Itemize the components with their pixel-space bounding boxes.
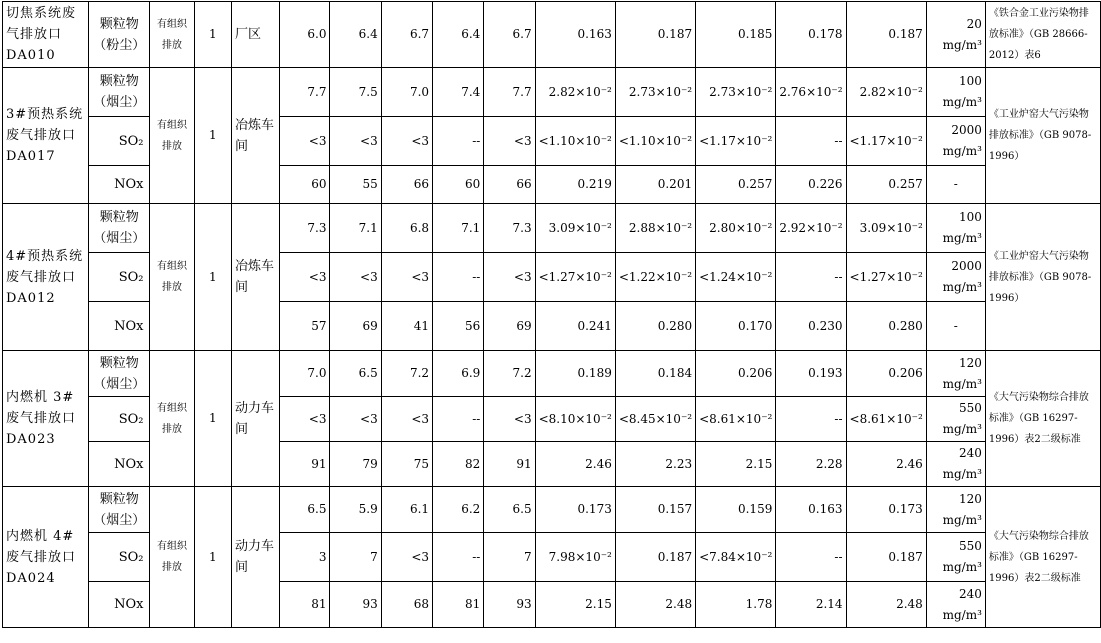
conc-4-cell: 6.9: [433, 351, 484, 397]
limit-cell: -: [926, 302, 985, 351]
conc-3-cell: 7.0: [381, 68, 432, 117]
rate-2-cell: 2.23: [615, 442, 695, 487]
conc-2-cell: 79: [330, 442, 381, 487]
mode-cell: 有组织排放: [150, 204, 194, 351]
conc-2-cell: <3: [330, 117, 381, 166]
rate-2-cell: 0.184: [615, 351, 695, 397]
conc-1-cell: 60: [280, 166, 330, 204]
conc-max-cell: <3: [484, 397, 535, 442]
limit-cell: 2000 mg/m³: [926, 117, 985, 166]
rate-2-cell: 0.187: [615, 533, 695, 582]
conc-max-cell: 6.5: [484, 487, 535, 533]
conc-1-cell: 7.3: [280, 204, 330, 253]
rate-4-cell: 0.178: [776, 2, 846, 68]
rate-4-cell: 0.226: [776, 166, 846, 204]
conc-max-cell: 93: [484, 582, 535, 628]
pollutant-cell: NOx: [88, 582, 149, 628]
rate-max-cell: 0.257: [846, 166, 926, 204]
rate-3-cell: 2.73×10⁻²: [696, 68, 776, 117]
standard-cell: 《工业炉窑大气污染物排放标准》（GB 9078-1996）: [985, 204, 1100, 351]
conc-2-cell: 7.1: [330, 204, 381, 253]
conc-4-cell: 60: [433, 166, 484, 204]
conc-3-cell: 68: [381, 582, 432, 628]
rate-1-cell: <8.10×10⁻²: [535, 397, 615, 442]
limit-cell: 20 mg/m³: [926, 2, 985, 68]
rate-3-cell: 0.170: [696, 302, 776, 351]
rate-3-cell: 2.80×10⁻²: [696, 204, 776, 253]
source-cell: 切焦系统废气排放口DA010: [3, 2, 89, 68]
rate-1-cell: 2.46: [535, 442, 615, 487]
source-cell: 内燃机 3#废气排放口DA023: [3, 351, 89, 487]
conc-4-cell: 7.4: [433, 68, 484, 117]
conc-2-cell: <3: [330, 397, 381, 442]
conc-1-cell: 91: [280, 442, 330, 487]
conc-3-cell: <3: [381, 253, 432, 302]
pollutant-cell: 颗粒物（烟尘）: [88, 351, 149, 397]
limit-cell: 2000 mg/m³: [926, 253, 985, 302]
limit-cell: 550 mg/m³: [926, 397, 985, 442]
conc-1-cell: 6.5: [280, 487, 330, 533]
rate-3-cell: <7.84×10⁻²: [696, 533, 776, 582]
rate-1-cell: <1.10×10⁻²: [535, 117, 615, 166]
conc-max-cell: 66: [484, 166, 535, 204]
pollutant-cell: NOx: [88, 442, 149, 487]
table-row: [3, 204, 1101, 253]
conc-4-cell: 6.4: [433, 2, 484, 68]
rate-max-cell: <1.17×10⁻²: [846, 117, 926, 166]
rate-2-cell: <8.45×10⁻²: [615, 397, 695, 442]
table-row: [3, 2, 1101, 68]
table-row: [3, 487, 1101, 533]
rate-2-cell: 0.201: [615, 166, 695, 204]
rate-4-cell: 2.92×10⁻²: [776, 204, 846, 253]
mode-cell: 有组织排放: [150, 351, 194, 487]
rate-max-cell: 0.280: [846, 302, 926, 351]
limit-cell: 100 mg/m³: [926, 204, 985, 253]
conc-max-cell: 7.3: [484, 204, 535, 253]
rate-1-cell: <1.27×10⁻²: [535, 253, 615, 302]
rate-3-cell: 0.206: [696, 351, 776, 397]
rate-2-cell: 2.88×10⁻²: [615, 204, 695, 253]
source-cell: 4#预热系统废气排放口DA012: [3, 204, 89, 351]
rate-4-cell: --: [776, 397, 846, 442]
rate-max-cell: 2.82×10⁻²: [846, 68, 926, 117]
rate-1-cell: 2.82×10⁻²: [535, 68, 615, 117]
pollutant-cell: 颗粒物（粉尘）: [88, 2, 149, 68]
standard-cell: 《大气污染物综合排放标准》（GB 16297-1996）表2二级标准: [985, 351, 1100, 487]
count-cell: 1: [194, 204, 231, 351]
rate-1-cell: 0.173: [535, 487, 615, 533]
rate-1-cell: 0.241: [535, 302, 615, 351]
limit-cell: 240 mg/m³: [926, 442, 985, 487]
rate-4-cell: 0.163: [776, 487, 846, 533]
limit-cell: 550 mg/m³: [926, 533, 985, 582]
location-cell: 厂区: [232, 2, 280, 68]
rate-3-cell: 0.185: [696, 2, 776, 68]
rate-2-cell: 2.48: [615, 582, 695, 628]
pollutant-cell: 颗粒物（烟尘）: [88, 68, 149, 117]
rate-max-cell: 3.09×10⁻²: [846, 204, 926, 253]
limit-cell: 120 mg/m³: [926, 351, 985, 397]
rate-2-cell: <1.22×10⁻²: [615, 253, 695, 302]
rate-2-cell: 0.280: [615, 302, 695, 351]
rate-4-cell: --: [776, 533, 846, 582]
count-cell: 1: [194, 351, 231, 487]
count-cell: 1: [194, 2, 231, 68]
conc-max-cell: 6.7: [484, 2, 535, 68]
pollutant-cell: SO₂: [88, 397, 149, 442]
conc-1-cell: <3: [280, 117, 330, 166]
rate-2-cell: 0.157: [615, 487, 695, 533]
rate-4-cell: 2.14: [776, 582, 846, 628]
rate-2-cell: 2.73×10⁻²: [615, 68, 695, 117]
conc-1-cell: <3: [280, 253, 330, 302]
rate-3-cell: <1.17×10⁻²: [696, 117, 776, 166]
pollutant-cell: SO₂: [88, 117, 149, 166]
conc-max-cell: <3: [484, 253, 535, 302]
conc-2-cell: 7.5: [330, 68, 381, 117]
conc-2-cell: 5.9: [330, 487, 381, 533]
rate-max-cell: 0.206: [846, 351, 926, 397]
rate-max-cell: 0.187: [846, 2, 926, 68]
table-row: [3, 351, 1101, 397]
rate-4-cell: 0.193: [776, 351, 846, 397]
conc-max-cell: 91: [484, 442, 535, 487]
conc-max-cell: <3: [484, 117, 535, 166]
rate-4-cell: 0.230: [776, 302, 846, 351]
standard-cell: 《铁合金工业污染物排放标准》（GB 28666-2012）表6: [985, 2, 1100, 68]
emission-monitoring-table: [2, 1, 1101, 628]
rate-3-cell: 0.257: [696, 166, 776, 204]
rate-1-cell: 0.189: [535, 351, 615, 397]
count-cell: 1: [194, 68, 231, 204]
conc-max-cell: 69: [484, 302, 535, 351]
limit-cell: 100 mg/m³: [926, 68, 985, 117]
conc-4-cell: 6.2: [433, 487, 484, 533]
conc-max-cell: 7: [484, 533, 535, 582]
rate-1-cell: 2.15: [535, 582, 615, 628]
conc-1-cell: 7.7: [280, 68, 330, 117]
source-cell: 内燃机 4#废气排放口DA024: [3, 487, 89, 628]
rate-1-cell: 3.09×10⁻²: [535, 204, 615, 253]
location-cell: 动力车间: [232, 487, 280, 628]
rate-1-cell: 7.98×10⁻²: [535, 533, 615, 582]
conc-4-cell: 7.1: [433, 204, 484, 253]
conc-2-cell: 6.4: [330, 2, 381, 68]
source-cell: 3#预热系统废气排放口DA017: [3, 68, 89, 204]
conc-2-cell: 69: [330, 302, 381, 351]
conc-3-cell: <3: [381, 117, 432, 166]
conc-1-cell: 57: [280, 302, 330, 351]
rate-max-cell: <8.61×10⁻²: [846, 397, 926, 442]
limit-cell: 240 mg/m³: [926, 582, 985, 628]
mode-cell: 有组织排放: [150, 68, 194, 204]
rate-max-cell: 0.187: [846, 533, 926, 582]
conc-1-cell: 7.0: [280, 351, 330, 397]
mode-cell: 有组织排放: [150, 2, 194, 68]
rate-3-cell: 0.159: [696, 487, 776, 533]
pollutant-cell: NOx: [88, 302, 149, 351]
pollutant-cell: NOx: [88, 166, 149, 204]
rate-1-cell: 0.219: [535, 166, 615, 204]
location-cell: 冶炼车间: [232, 68, 280, 204]
conc-1-cell: 81: [280, 582, 330, 628]
conc-3-cell: 6.8: [381, 204, 432, 253]
count-cell: 1: [194, 487, 231, 628]
conc-3-cell: <3: [381, 533, 432, 582]
conc-3-cell: 6.7: [381, 2, 432, 68]
location-cell: 动力车间: [232, 351, 280, 487]
limit-cell: -: [926, 166, 985, 204]
rate-3-cell: 2.15: [696, 442, 776, 487]
conc-1-cell: <3: [280, 397, 330, 442]
conc-4-cell: --: [433, 533, 484, 582]
rate-4-cell: --: [776, 117, 846, 166]
pollutant-cell: SO₂: [88, 533, 149, 582]
conc-3-cell: 6.1: [381, 487, 432, 533]
rate-3-cell: <1.24×10⁻²: [696, 253, 776, 302]
rate-1-cell: 0.163: [535, 2, 615, 68]
standard-cell: 《大气污染物综合排放标准》（GB 16297-1996）表2二级标准: [985, 487, 1100, 628]
conc-3-cell: 7.2: [381, 351, 432, 397]
conc-max-cell: 7.2: [484, 351, 535, 397]
conc-4-cell: --: [433, 253, 484, 302]
rate-max-cell: 2.46: [846, 442, 926, 487]
mode-cell: 有组织排放: [150, 487, 194, 628]
table-row: [3, 68, 1101, 117]
pollutant-cell: SO₂: [88, 253, 149, 302]
conc-1-cell: 6.0: [280, 2, 330, 68]
standard-cell: 《工业炉窑大气污染物排放标准》（GB 9078-1996）: [985, 68, 1100, 204]
rate-4-cell: 2.28: [776, 442, 846, 487]
conc-4-cell: --: [433, 397, 484, 442]
conc-4-cell: 82: [433, 442, 484, 487]
rate-3-cell: 1.78: [696, 582, 776, 628]
limit-cell: 120 mg/m³: [926, 487, 985, 533]
conc-3-cell: 75: [381, 442, 432, 487]
conc-2-cell: <3: [330, 253, 381, 302]
conc-2-cell: 93: [330, 582, 381, 628]
rate-3-cell: <8.61×10⁻²: [696, 397, 776, 442]
conc-4-cell: 56: [433, 302, 484, 351]
rate-max-cell: 0.173: [846, 487, 926, 533]
conc-2-cell: 55: [330, 166, 381, 204]
conc-2-cell: 7: [330, 533, 381, 582]
conc-3-cell: <3: [381, 397, 432, 442]
conc-2-cell: 6.5: [330, 351, 381, 397]
conc-4-cell: 81: [433, 582, 484, 628]
conc-1-cell: 3: [280, 533, 330, 582]
pollutant-cell: 颗粒物（烟尘）: [88, 487, 149, 533]
conc-4-cell: --: [433, 117, 484, 166]
conc-max-cell: 7.7: [484, 68, 535, 117]
rate-max-cell: 2.48: [846, 582, 926, 628]
rate-4-cell: --: [776, 253, 846, 302]
rate-max-cell: <1.27×10⁻²: [846, 253, 926, 302]
conc-3-cell: 41: [381, 302, 432, 351]
conc-3-cell: 66: [381, 166, 432, 204]
rate-2-cell: <1.10×10⁻²: [615, 117, 695, 166]
rate-4-cell: 2.76×10⁻²: [776, 68, 846, 117]
location-cell: 冶炼车间: [232, 204, 280, 351]
rate-2-cell: 0.187: [615, 2, 695, 68]
pollutant-cell: 颗粒物（烟尘）: [88, 204, 149, 253]
